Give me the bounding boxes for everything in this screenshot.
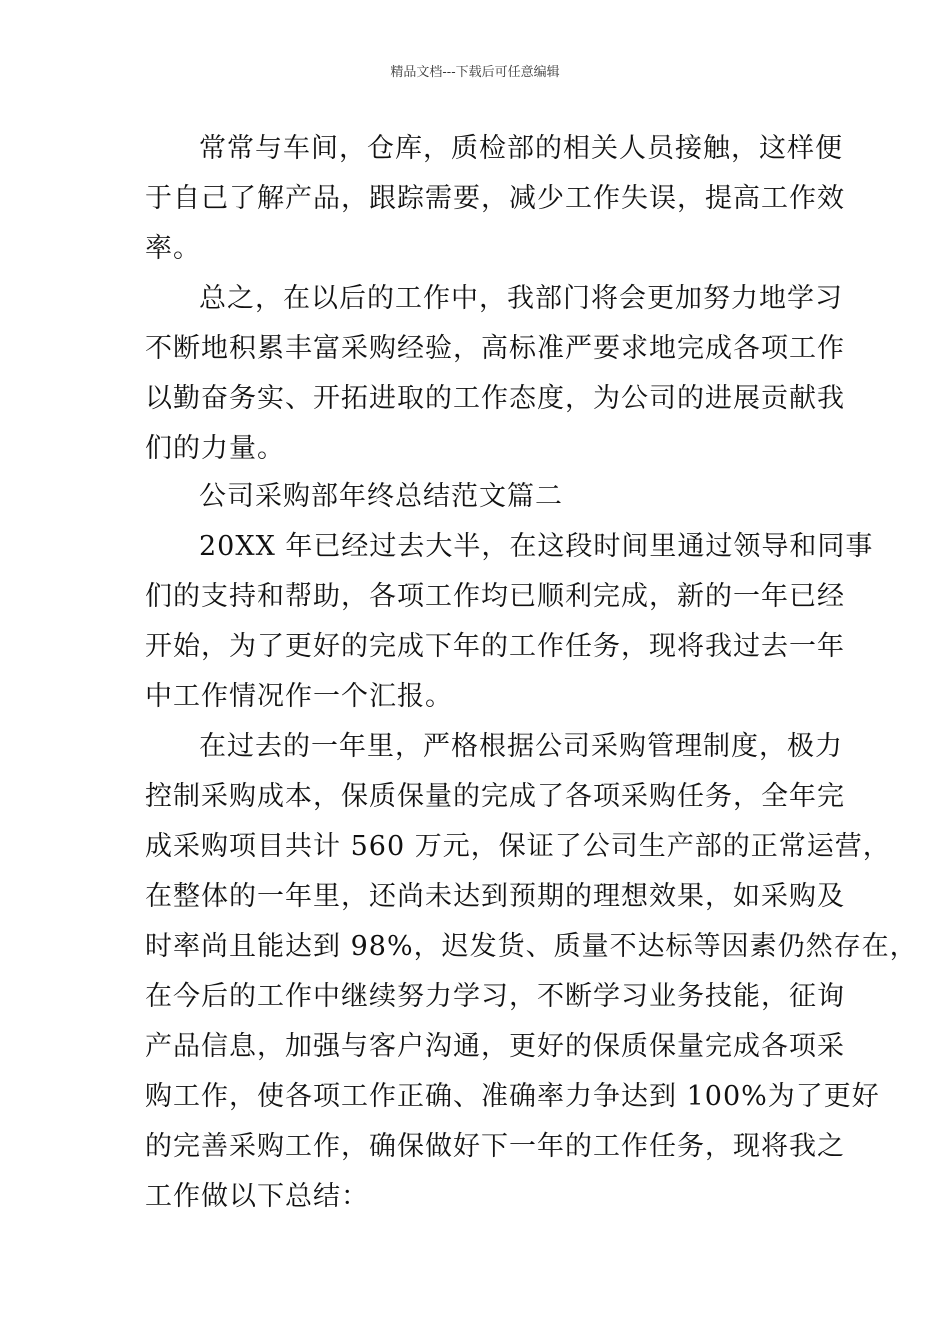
body-line: 购工作，使各项工作正确、准确率力争达到 100%为了更好 xyxy=(145,1081,880,1112)
body-line: 在今后的工作中继续努力学习，不断学习业务技能，征询 xyxy=(145,981,845,1012)
body-line: 们的支持和帮助，各项工作均已顺利完成，新的一年已经 xyxy=(145,581,845,612)
body-line: 率。 xyxy=(145,233,201,264)
body-line: 在整体的一年里，还尚未达到预期的理想效果，如采购及 xyxy=(145,881,845,912)
section-title: 公司采购部年终总结范文篇二 xyxy=(199,481,563,512)
body-line: 在过去的一年里，严格根据公司采购管理制度，极力 xyxy=(199,731,843,762)
body-line: 不断地积累丰富采购经验，高标准严要求地完成各项工作 xyxy=(145,333,845,364)
body-line: 于自己了解产品，跟踪需要，减少工作失误，提高工作效 xyxy=(145,183,845,214)
body-line: 以勤奋务实、开拓进取的工作态度，为公司的进展贡献我 xyxy=(145,383,845,414)
body-line: 工作做以下总结： xyxy=(145,1181,369,1212)
body-line: 常常与车间，仓库，质检部的相关人员接触，这样便 xyxy=(199,133,843,164)
body-line: 成采购项目共计 560 万元，保证了公司生产部的正常运营， xyxy=(145,831,891,862)
body-line: 20XX 年已经过去大半，在这段时间里通过领导和同事 xyxy=(199,531,874,562)
body-line: 产品信息，加强与客户沟通，更好的保质保量完成各项采 xyxy=(145,1031,845,1062)
body-line: 总之，在以后的工作中，我部门将会更加努力地学习 xyxy=(199,283,843,314)
body-line: 开始，为了更好的完成下年的工作任务，现将我过去一年 xyxy=(145,631,845,662)
body-line: 中工作情况作一个汇报。 xyxy=(145,681,453,712)
body-line: 们的力量。 xyxy=(145,433,285,464)
body-line: 控制采购成本，保质保量的完成了各项采购任务，全年完 xyxy=(145,781,845,812)
body-line: 时率尚且能达到 98%，迟发货、质量不达标等因素仍然存在， xyxy=(145,931,918,962)
page-header: 精品文档---下载后可任意编辑 xyxy=(390,65,560,80)
body-line: 的完善采购工作，确保做好下一年的工作任务，现将我之 xyxy=(145,1131,845,1162)
